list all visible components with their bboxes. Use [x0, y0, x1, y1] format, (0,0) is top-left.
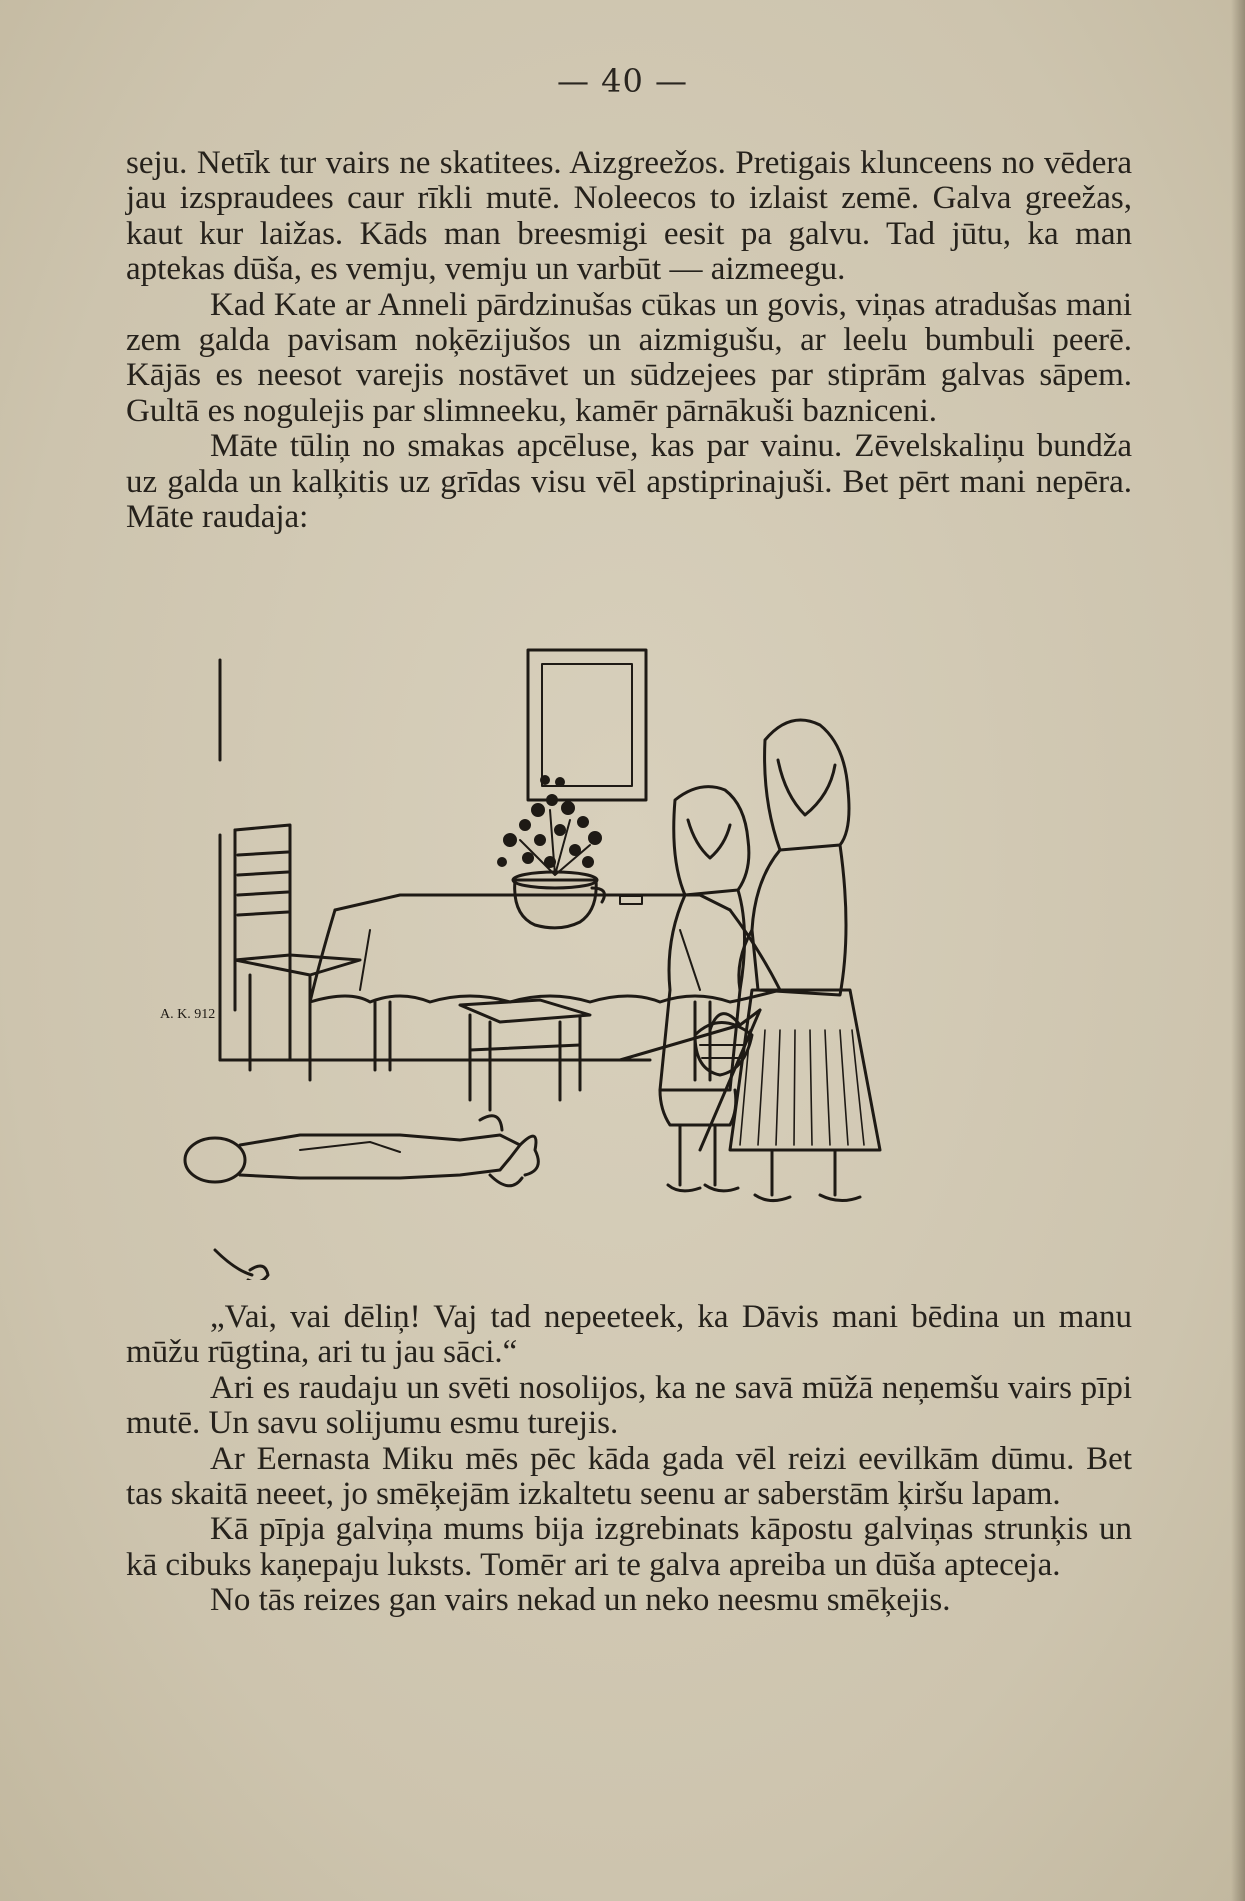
paragraph: Ari es raudaju un svēti nosolijos, ka ne savā mūžā neņemšu vairs pīpi mutē. Un savu solijumu esmu turejis.: [126, 1369, 1132, 1442]
paragraph: Kā pīpja galviņa mums bija izgrebinats kāpostu galviņas strunķis un kā cibuks kaņepaju luksts. Tomēr ari te galva apreiba un dūša apteceja.: [126, 1511, 1132, 1583]
signature-text: A. K. 912: [160, 1007, 216, 1022]
text-block-top: [126, 146, 1132, 535]
paragraph: No tās reizes gan vairs nekad un neko neesmu smēķejis.: [210, 1582, 951, 1619]
girl-with-basket: [660, 787, 752, 1191]
paragraph: „Vai, vai dēliņ! Vaj tad nepeeteek, ka Dāvis mani bēdina un manu mūžu rūgtina, ari tu jau sāci.“: [126, 1299, 1132, 1371]
stool: [460, 1000, 590, 1110]
page-number: — 40 —: [556, 62, 689, 100]
pipe-icon: [215, 1250, 268, 1280]
boy-lying-on-floor: [185, 1116, 538, 1186]
page-edge-shadow: [1231, 0, 1245, 1901]
paragraph: Kad Kate ar Anneli pārdzinušas cūkas un govis, viņas atradušas mani zem galda pavisam noķēzijušos un aizmigušu, ar leelu bumbuli peerē. Kājās es neesot varejis nostāvet un sūdzejees par stiprām galvas sāpem. Gultā es nogulejis par slimneeku, kamēr pārnākuši bazniceni.: [126, 286, 1132, 429]
wall-corner: [220, 660, 760, 1060]
artist-signature: [160, 1007, 215, 1022]
woman-in-headscarf: [730, 720, 880, 1201]
text-block-bottom: [126, 1300, 1132, 1619]
paragraph: Ar Eernasta Miku mēs pēc kāda gada vēl reizi eevilkām dūmu. Bet tas skaitā neeet, jo smēķejām izkaltetu seenu ar saberstām ķiršu lapam.: [126, 1440, 1132, 1513]
chair: [235, 825, 360, 1080]
paragraph: seju. Netīk tur vairs ne skatitees. Aizgreežos. Pretigais klunceens no vēdera jau izspraudees caur rīkli mutē. Noleecos to izlaist zemē. Galva greežas, kaut kur laižas. Kāds man breesmigi eesit pa galvu. Tad jūtu, ka man aptekas dūša, es vemju, vemju un varbūt — aizmeegu.: [126, 145, 1132, 288]
paragraph: Māte tūliņ no smakas apcēluse, kas par vainu. Zēvelskaliņu bundža uz galda un kalķitis uz grīdas visu vēl apstiprinajuši. Bet pērt mani nepēra. Māte raudaja:: [126, 428, 1132, 536]
illustration: [140, 630, 1100, 1280]
